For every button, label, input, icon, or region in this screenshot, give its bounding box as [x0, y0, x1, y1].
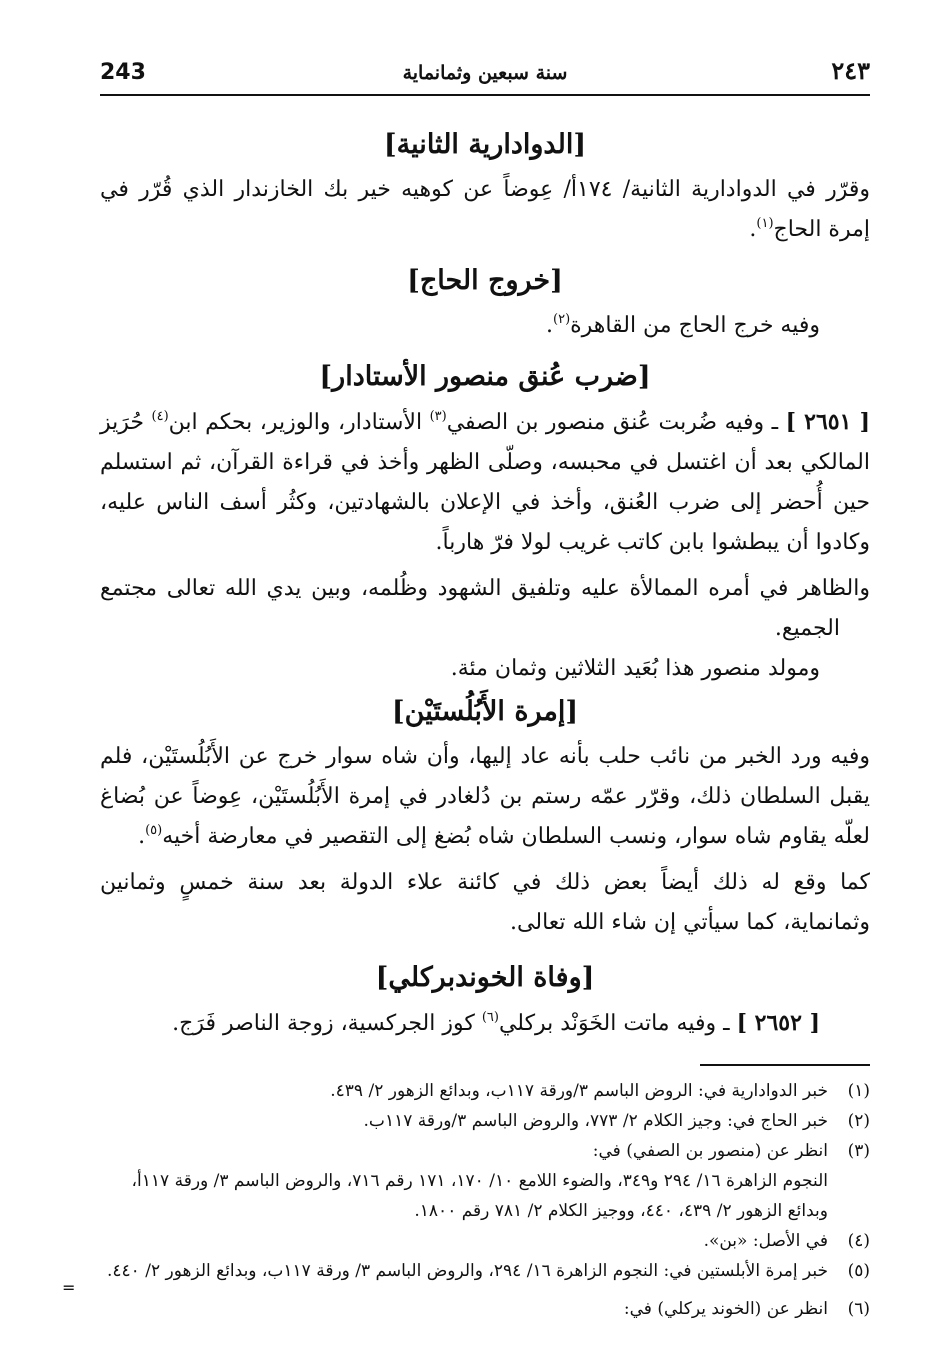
section-execution-mansur: [100, 356, 870, 689]
footnote: [100, 1294, 870, 1324]
page-number: 243: [100, 60, 146, 85]
footnote-text: انظر عن (منصور بن الصفي) في:: [592, 1141, 828, 1161]
footnote-text: خبر إمرة الأبلستين في: النجوم الزاهرة ١٦/ ٢٩٤، والروض الباسم ٣/ ورقة ١١٧ب، وبدائع الزهور ٢/ ٤٤٠.: [107, 1261, 828, 1281]
paragraph: والظاهر في أمره الممالأة عليه وتلفيق الشهود وظُلمه، وبين يدي الله تعالى مجتمع الجميع.: [100, 576, 870, 641]
section-heading: [وفاة الخوندبركلي]: [375, 962, 595, 993]
footnote-number: (٣): [847, 1141, 870, 1161]
footnote: [100, 1226, 870, 1256]
paragraph: كما وقع له ذلك أيضاً بعض ذلك في كائنة علاء الدولة بعد سنة خمسٍ وثمانين وثمانماية، كما سيأتي إن شاء الله تعالى.: [100, 870, 870, 935]
section-pilgrim-departure: [100, 260, 870, 346]
footnote-number: (٤): [847, 1231, 870, 1251]
footnote-ref: (٥): [145, 823, 163, 838]
section-second-dawadariya: [100, 124, 870, 250]
paragraph: ومولد منصور هذا بُعَيد الثلاثين وثمان مئة.: [450, 656, 820, 681]
footnote-ref: (٦): [481, 1010, 499, 1025]
footnote-ref: (١): [756, 216, 774, 231]
section-heading: [إمرة الأَبُلُستَيْن]: [391, 696, 579, 727]
footnote-text: في الأصل: «بن».: [703, 1231, 828, 1251]
paragraph: وفيه ورد الخبر من نائب حلب بأنه عاد إليها، وأن شاه سوار خرج عن الأَبُلُستَيْن، فلم يقبل السلطان ذلك، وقرّر عمّه رستم بن دُلغادر في إمرة الأَبُلُستَيْن، عِوضاً عن بُضاغ لعلّه يقاوم شاه سوار، ونسب السلطان شاه بُضغ إلى التقصير في معارضة أخيه$^{(٥)}$.: [100, 744, 870, 849]
footnote: [100, 1136, 870, 1166]
margin-mark: =: [62, 1278, 76, 1297]
section-ablustayn-emirate: [100, 691, 870, 943]
running-header: [100, 50, 870, 96]
footnote-number: (٦): [847, 1299, 870, 1319]
footnote-text: خبر الحاج في: وجيز الكلام ٢/ ٧٧٣، والروض الباسم ٣/ورقة ١١٧ب.: [363, 1111, 828, 1131]
section-heading: [خروج الحاج]: [407, 265, 563, 296]
footnote-ref: (٣): [429, 409, 447, 424]
book-page: [100, 50, 870, 1324]
footnote-separator: [700, 1064, 870, 1066]
footnote-ref: (٢): [553, 312, 571, 327]
paragraph: [ ٢٦٥١ ] ـ وفيه ضُربت عُنق منصور بن الصفي$^{(٣)}$ الأستادار، والوزير، بحكم ابن$^{(٤)}$ حُرَيز المالكي بعد أن اغتسل في محبسه، وصلّى الظهر وأخذ في قراءة القرآن، ثم استسلم حين أُحضر إلى ضرب العُنق، وأخذ في الإعلان بالشهادتين، وكثُر أسف الناس عليه، وكادوا أن يبطشوا بابن كاتب غريب لولا فرّ هارباً.: [100, 409, 870, 555]
footnote-continuation: النجوم الزاهرة ١٦/ ٢٩٤ و٣٤٩، والضوء اللامع ١٠/ ١٧٠، ١٧١ رقم ٧١٦، والروض الباسم ٣/ ورقة ١١٧أ، وبدائع الزهور ٢/ ٤٣٩، ٤٤٠، ووجيز الكلام ٢/ ٧٨١ رقم ١٨٠٠.: [131, 1171, 828, 1221]
footnote-text: خبر الدوادارية في: الروض الباسم ٣/ورقة ١١٧ب، وبدائع الزهور ٢/ ٤٣٩.: [330, 1081, 828, 1101]
footnote-number: (١): [847, 1081, 870, 1101]
footnote-ref: (٤): [151, 409, 169, 424]
footnote-text: انظر عن (الخوند يركلي) في:: [623, 1299, 828, 1319]
entry-number: [ ٢٦٥٢ ]: [736, 1010, 820, 1036]
paragraph: [ ٢٦٥٢ ] ـ وفيه ماتت الخَوَنْد بركلي$^{(٦)}$ كوز الجركسية، زوجة الناصر فَرَج.: [172, 1010, 820, 1036]
running-title: سنة سبعين وثمانماية: [402, 62, 568, 84]
section-heading: [الدوادارية الثانية]: [383, 129, 587, 160]
footnotes: [100, 1076, 870, 1324]
section-death-barkali: [100, 957, 870, 1044]
entry-number: [ ٢٦٥١ ]: [785, 409, 870, 435]
footnote: [100, 1076, 870, 1106]
paragraph: وقرّر في الدوادارية الثانية/ ١٧٤أ/ عِوضاً عن كوهيه خير بك الخازندار الذي قُرّر في إمرة الحاج$^{(١)}$.: [100, 177, 870, 242]
page-number-arabic: ٢٤٣: [831, 56, 870, 85]
paragraph: وفيه خرج الحاج من القاهرة$^{(٢)}$.: [546, 312, 820, 338]
section-heading: [ضرب عُنق منصور الأستادار]: [319, 361, 651, 392]
footnote-number: (٥): [847, 1261, 870, 1281]
footnote: [100, 1256, 870, 1286]
footnote: [100, 1106, 870, 1136]
footnote-number: (٢): [847, 1111, 870, 1131]
